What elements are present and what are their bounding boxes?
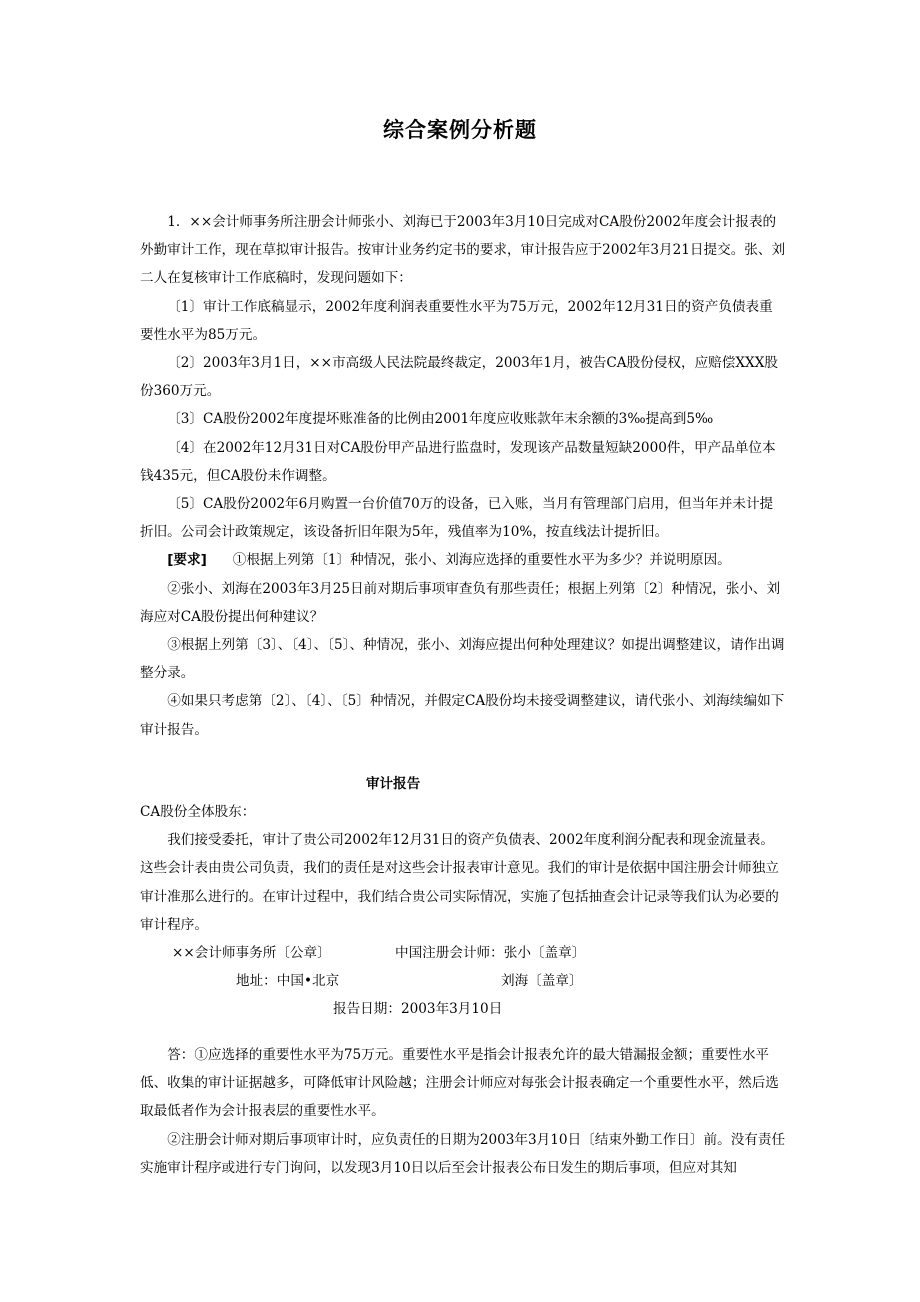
firm-address: 地址：中国•北京 <box>236 973 340 990</box>
cpa-signature-1: 中国注册会计师：张小〔盖章〕 <box>395 945 586 962</box>
document-body <box>140 208 786 1182</box>
signature-row-1 <box>140 939 786 967</box>
case-intro: 1．××会计师事务所注册会计师张小、刘海已于2003年3月10日完成对CA股份2002年度会计报表的外勤审计工作，现在草拟审计报告。按审计业务约定书的要求，审计报告应于2002年3月21日提交。张、刘二人在复核审计工作底稿时，发现问题如下： <box>140 214 786 287</box>
requirements-label: [要求] <box>167 552 207 569</box>
report-title: 审计报告 <box>365 775 421 792</box>
answer-2: ②注册会计师对期后事项审计时，应负责任的日期为2003年3月10日〔结束外勤工作日〕前。没有责任实施审计程序或进行专门询问，以发现3月10日以后至会计报表公布日发生的期后事项，但应对其知 <box>140 1131 786 1176</box>
issue-5: 〔5〕CA股份2002年6月购置一台价值70万的设备，已入账，当月有管理部门启用，但当年并未计提折旧。公司会计政策规定，该设备折旧年限为5年，残值率为10%，按直线法计提折旧。 <box>140 496 774 541</box>
firm-seal-line: ××会计师事务所〔公章〕 <box>172 945 331 962</box>
requirement-1 <box>140 546 786 574</box>
page-title: 综合案例分析题 <box>383 118 537 142</box>
report-body: 我们接受委托，审计了贵公司2002年12月31日的资产负债表、2002年度利润分配表和现金流量表。这些会计表由贵公司负责，我们的责任是对这些会计报表审计意见。我们的审计是依据中国注册会计师独立审计准那么进行的。在审计过程中，我们结合贵公司实际情况，实施了包括抽查会计记录等我们认为必要的审计程序。 <box>140 832 779 933</box>
answer-1: 答：①应选择的重要性水平为75万元。重要性水平是指会计报表允许的最大错漏报金额；重要性水平低、收集的审计证据越多，可降低审计风险越；注册会计师应对每张会计报表确定一个重要性水平，然后选取最低者作为会计报表层的重要性水平。 <box>140 1047 779 1120</box>
cpa-signature-2: 刘海〔盖章〕 <box>501 973 583 990</box>
signature-row-2 <box>140 967 786 995</box>
signature-row-3 <box>140 995 786 1023</box>
requirement-2: ②张小、刘海在2003年3月25日前对期后事项审查负有那些责任；根据上列第〔2〕种情况，张小、刘海应对CA股份提出何种建议？ <box>140 580 781 625</box>
issue-1: 〔1〕审计工作底稿显示，2002年度利润表重要性水平为75万元，2002年12月31日的资产负债表重要性水平为85万元。 <box>140 298 773 343</box>
issue-2: 〔2〕2003年3月1日，××市高级人民法院最终裁定，2003年1月，被告CA股份侵权，应赔偿XXX股份360万元。 <box>140 355 779 400</box>
report-date: 报告日期：2003年3月10日 <box>333 1001 503 1018</box>
requirement-1-text: ①根据上列第〔1〕种情况，张小、刘海应选择的重要性水平为多少？并说明原因。 <box>232 552 731 569</box>
report-salutation: CA股份全体股东： <box>140 804 256 821</box>
requirement-3: ③根据上列第〔3〕、〔4〕、〔5〕、种情况，张小、刘海应提出何种处理建议？如提出调整建议，请作出调整分录。 <box>140 637 785 682</box>
requirement-4: ④如果只考虑第〔2〕、〔4〕、〔5〕种情况，并假定CA股份均未接受调整建议，请代张小、刘海续编如下审计报告。 <box>140 693 785 738</box>
issue-4: 〔4〕在2002年12月31日对CA股份甲产品进行监盘时，发现该产品数量短缺2000件，甲产品单位本钱435元，但CA股份未作调整。 <box>140 439 776 484</box>
issue-3: 〔3〕CA股份2002年度提坏账准备的比例由2001年度应收账款年末余额的3‰提高到5‰ <box>167 411 714 428</box>
